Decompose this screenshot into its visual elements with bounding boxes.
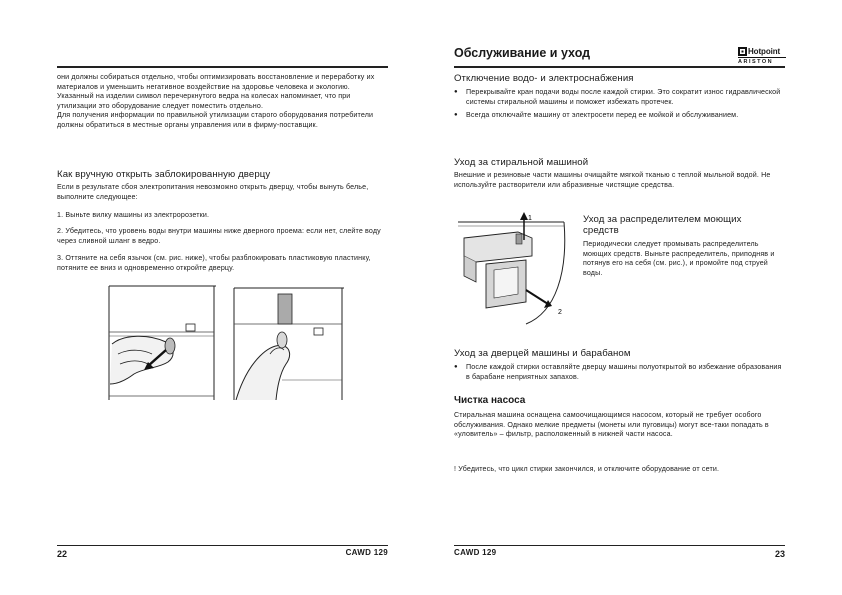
door-step-3: 3. Оттяните на себя язычок (см. рис. ниже), чтобы разблокировать пластиковую пластинку, потяните ее вниз и одновременно откройте дверцу. bbox=[57, 254, 371, 272]
dispenser-illustration bbox=[456, 212, 574, 330]
door-step-1: 1. Выньте вилку машины из электророзетки. bbox=[57, 211, 210, 219]
drum-bullets bbox=[454, 363, 785, 386]
door-step-2: 2. Убедитесь, что уровень воды внутри машины ниже дверного проема: если нет, слейте воду через сливной шланг в ведро. bbox=[57, 227, 381, 245]
left-top-rule bbox=[57, 66, 388, 68]
right-footer-rule bbox=[454, 545, 785, 546]
page-title: Обслуживание и уход bbox=[454, 46, 591, 60]
hotpoint-ariston-logo bbox=[738, 47, 786, 65]
figure-label-2: 2 bbox=[558, 309, 562, 316]
figure-label-1: 1 bbox=[528, 215, 532, 222]
list-item: ● Перекрывайте кран подачи воды после каждой стирки. Это сократит износ гидравлической системы стиральной машины и поможет избежать протечек. bbox=[454, 88, 785, 107]
right-footer-model: CAWD 129 bbox=[454, 548, 497, 557]
list-item: ● После каждой стирки оставляйте дверцу машины полуоткрытой во избежание образования в барабане неприятных запахов. bbox=[454, 363, 785, 382]
disconnect-bullets bbox=[454, 88, 785, 125]
dispenser-text: Периодически следует промывать распределитель моющих средств. Выньте распределитель, приподняв и потянув его на себя (см. рис.), и промойте под струей воды. bbox=[583, 240, 775, 277]
pump-warning: ! Убедитесь, что цикл стирки закончился, и отключите оборудование от сети. bbox=[454, 465, 720, 473]
door-section-heading: Как вручную открыть заблокированную дверцу bbox=[57, 169, 271, 180]
hotpoint-logo-icon bbox=[738, 47, 747, 56]
right-page-number: 23 bbox=[774, 549, 785, 559]
dispenser-drawing bbox=[456, 212, 574, 330]
pump-text: Стиральная машина оснащена самоочищающимся насосом, который не требует особого обслуживания. Однако мелкие предметы (монеты или пуговицы) могут все-таки попадать в «уловитель» – фильтр, расположенный в нижней части насоса. bbox=[454, 411, 769, 439]
dispenser-heading: Уход за распределителем моющих средств bbox=[583, 214, 742, 236]
door-release-illustration-1 bbox=[104, 284, 216, 400]
right-top-rule bbox=[454, 66, 785, 68]
pump-heading: Чистка насоса bbox=[454, 395, 526, 406]
disconnect-heading: Отключение водо- и электроснабжения bbox=[454, 73, 634, 84]
hand-pull-drawing bbox=[104, 284, 216, 400]
logo-sub: ARISTON bbox=[738, 57, 786, 65]
drum-heading: Уход за дверцей машины и барабаном bbox=[454, 348, 631, 359]
door-intro: Если в результате сбоя электропитания невозможно открыть дверцу, чтобы вынуть белье, выполните следующее: bbox=[57, 183, 369, 201]
logo-brand: Hotpoint bbox=[748, 47, 781, 56]
intro-paragraph: они должны собираться отдельно, чтобы оптимизировать восстановление и переработку их материалов и уменьшить негативное воздействие на здоровье человека и экологию. Указанный на изделии символ перечеркнутого ведра на колесах напоминает, что при утилизации это оборудование следует поместить отдельно. bbox=[57, 73, 375, 110]
intro-paragraph: Для получения информации по правильной утилизации старого оборудования потребители должны обратиться в местные органы управления или в фирму-поставщик. bbox=[57, 111, 374, 129]
door-release-illustration-2 bbox=[232, 284, 344, 400]
left-page-number: 22 bbox=[57, 549, 68, 559]
care-heading: Уход за стиральной машиной bbox=[454, 157, 589, 168]
left-intro-text bbox=[57, 73, 388, 131]
care-text: Внешние и резиновые части машины очищайте мягкой тканью с теплой мыльной водой. Не используйте растворители или абразивные чистящие средства. bbox=[454, 171, 771, 189]
tab-pull-drawing bbox=[232, 284, 344, 400]
left-footer-rule bbox=[57, 545, 388, 546]
list-item: ● Всегда отключайте машину от электросети перед ее мойкой и обслуживанием. bbox=[454, 111, 785, 121]
left-footer-model: CAWD 129 bbox=[345, 548, 388, 557]
